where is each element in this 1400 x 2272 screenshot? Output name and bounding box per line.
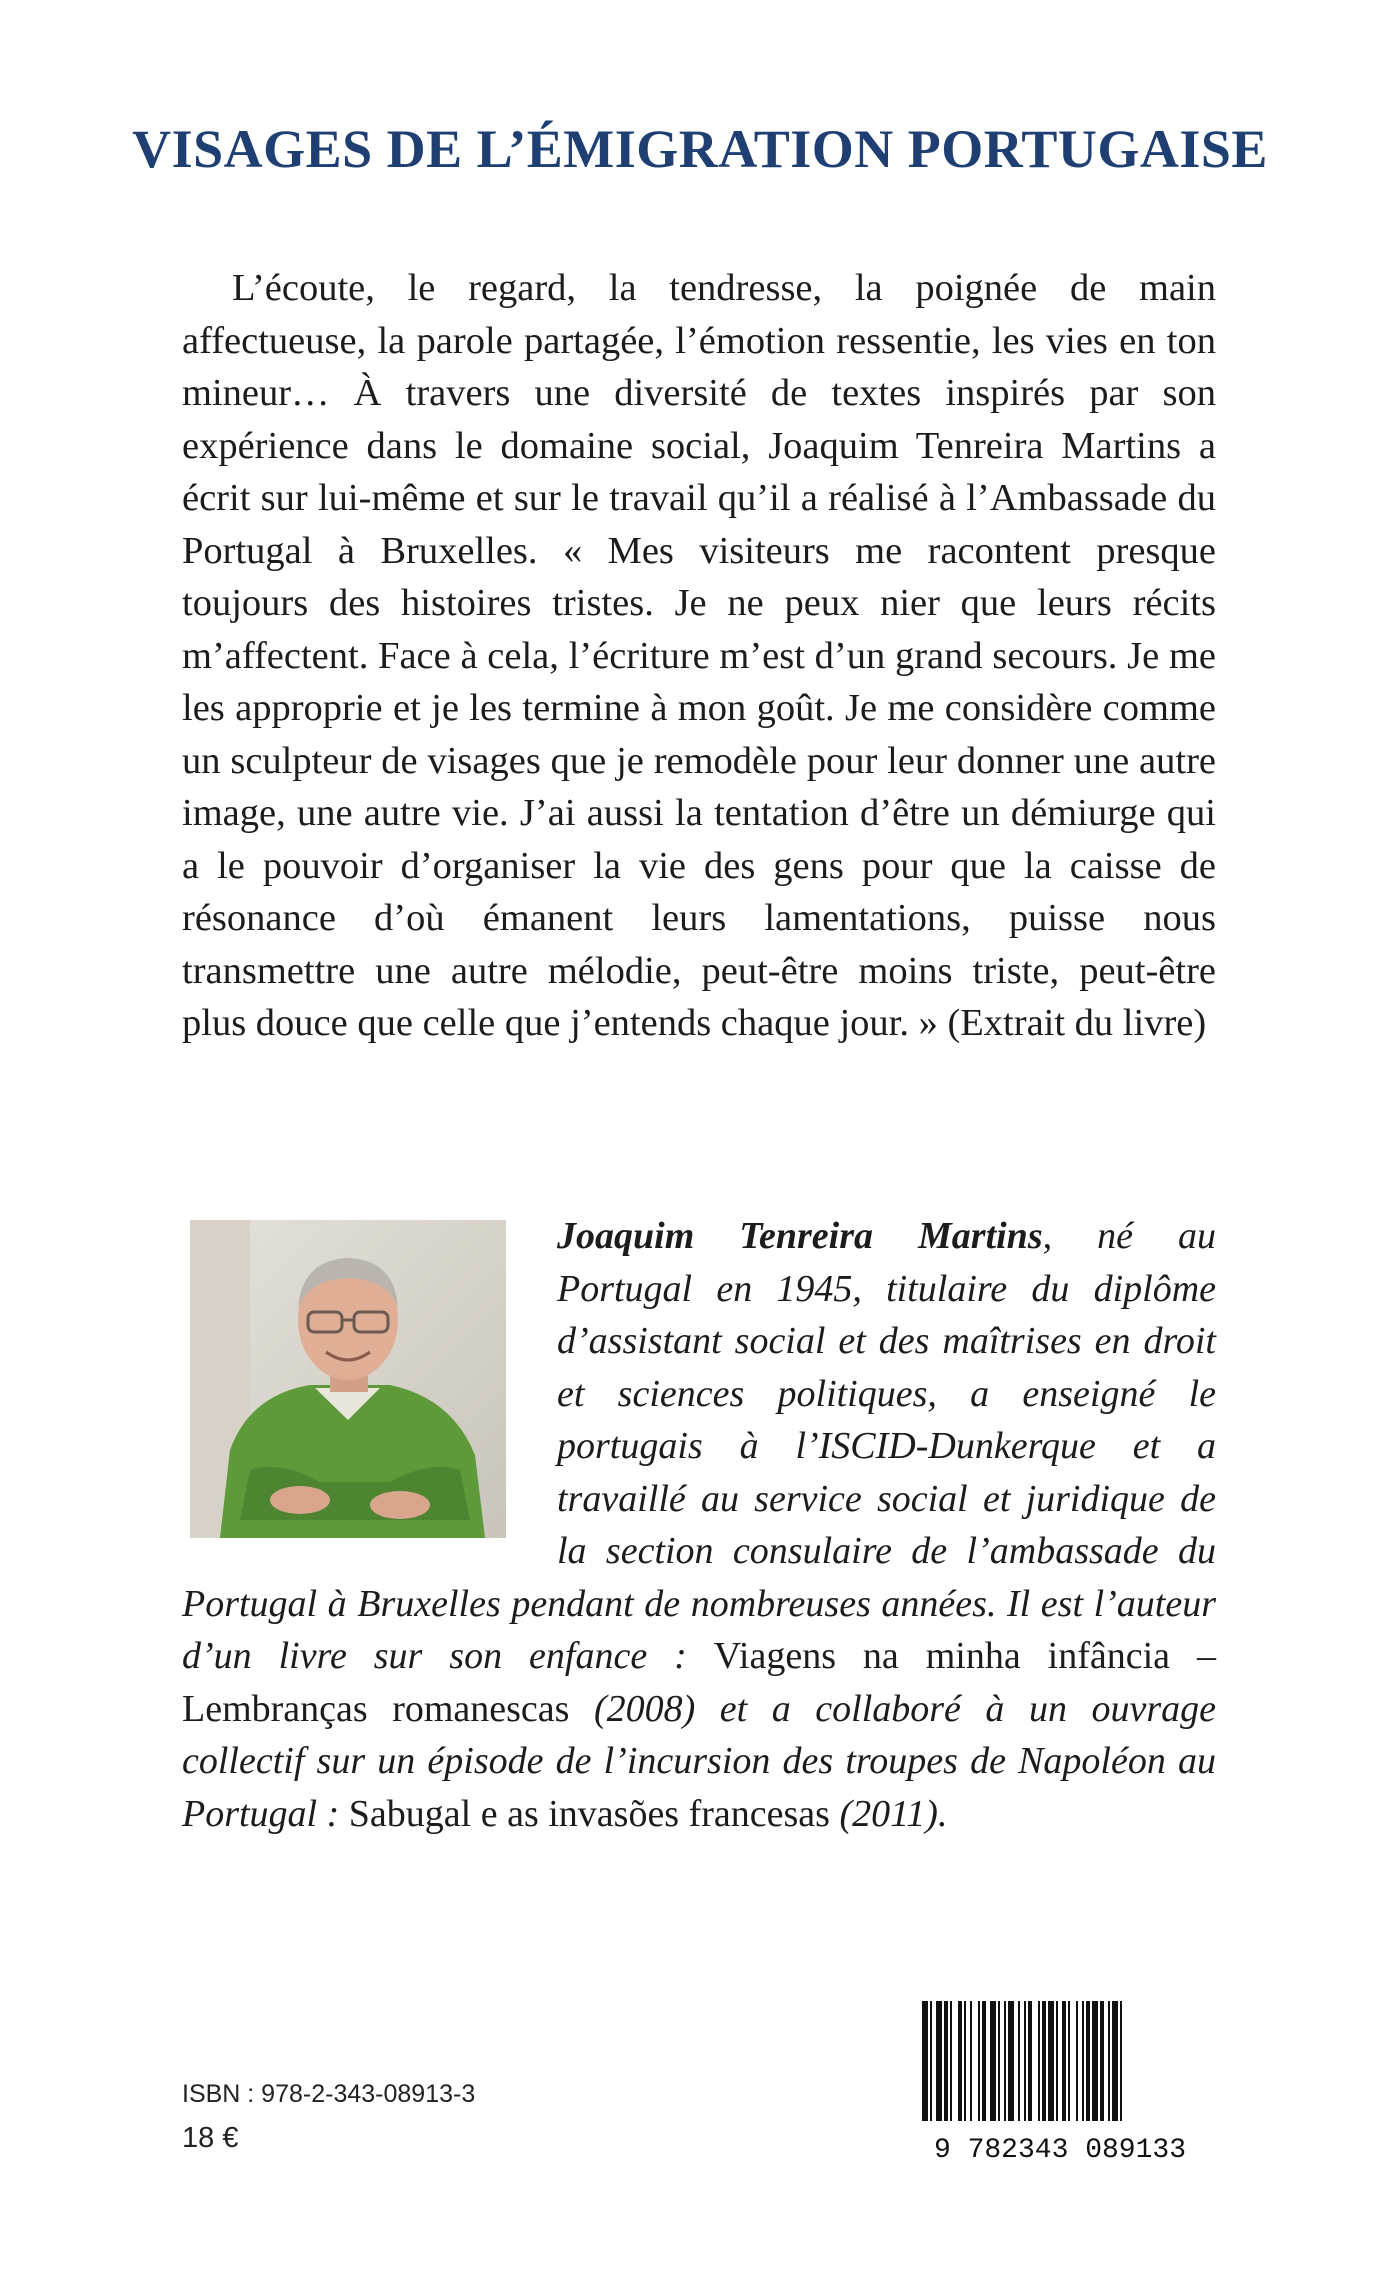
barcode-bar <box>1092 2001 1098 2121</box>
barcode-bar <box>950 2001 952 2121</box>
barcode-bar <box>1056 2001 1058 2121</box>
barcode-bar <box>1082 2001 1084 2121</box>
barcode-bar <box>1062 2001 1066 2121</box>
barcode-bar <box>970 2001 972 2121</box>
back-cover-blurb: L’écoute, le regard, la tendresse, la poignée de main affectueuse, la parole partagée, l’émotion ressentie, les vies en ton mineur… À travers une diversité de textes inspirés par son expérience dans le domaine social, Joaquim Tenreira Martins a écrit sur lui-même et sur le travail qu’il a réalisé à l’Ambassade du Portugal à Bruxelles. « Mes visiteurs me racontent presque toujours des histoires tristes. Je ne peux nier que leurs récits m’affectent. Face à cela, l’écriture m’est d’un grand secours. Je me les approprie et je les termine à mon goût. Je me considère comme un sculpteur de visages que je remodèle pour leur donner une autre image, une autre vie. J’ai aussi la tentation d’être un démiurge qui a le pouvoir d’organiser la vie des gens pour que la caisse de résonance d’où émanent leurs lamentations, puisse nous transmettre une autre mélodie, peut-être moins triste, peut-être plus douce que celle que j’entends chaque jour. » (Extrait du livre) <box>182 267 1216 1044</box>
author-name: Joaquim Tenreira Martins <box>557 1215 1043 1257</box>
bio-text-part-1: , né au Portugal en 1945, titulaire du diplôme d’assistant social et des maîtrises en droit et sciences politiques, a enseigné le portugais à l’ISCID-Dunkerque et a travaillé au service social et juridique de la section consulaire de l’ambassade du Portugal à Bruxelles pendant de nombreuses années. Il est l’auteur d’un livre sur son enfance : <box>182 1215 1216 1677</box>
bio-text-part-2: (2008) et a collaboré à un ouvrage collectif sur un épisode de l’incursion des troupes de Napoléon au Portugal : <box>182 1687 1216 1835</box>
barcode-bar <box>936 2001 942 2121</box>
barcode-bar <box>1028 2001 1032 2121</box>
barcode-bar <box>1048 2001 1054 2121</box>
barcode-bar <box>998 2001 1000 2121</box>
barcode-bar <box>1042 2001 1046 2121</box>
barcode-bar <box>978 2001 980 2121</box>
photo-wrap-spacer <box>182 1210 557 1570</box>
price: 18 € <box>182 2122 239 2154</box>
barcode-bar <box>1076 2001 1078 2121</box>
barcode-bar <box>1086 2001 1090 2121</box>
barcode-bar <box>1108 2001 1110 2121</box>
barcode-bar <box>958 2001 962 2121</box>
barcode-bar <box>1018 2001 1020 2121</box>
isbn: ISBN : 978-2-343-08913-3 <box>182 2080 476 2108</box>
barcode-bar <box>930 2001 932 2121</box>
barcode-bar <box>1008 2001 1014 2121</box>
barcode-bar <box>982 2001 986 2121</box>
book-title: VISAGES DE L’ÉMIGRATION PORTUGAISE <box>132 119 1268 179</box>
barcode <box>910 1995 1210 2165</box>
barcode-bar <box>922 2001 928 2121</box>
barcode-bar <box>1068 2001 1070 2121</box>
barcode-bar <box>1100 2001 1104 2121</box>
barcode-bar <box>1038 2001 1040 2121</box>
book-title-2: Sabugal e as invasões francesas <box>348 1792 830 1835</box>
barcode-digits: 9 782343 089133 <box>933 2135 1187 2165</box>
barcode-bar <box>1004 2001 1006 2121</box>
barcode-bar <box>1112 2001 1118 2121</box>
author-biography <box>182 1210 1216 1840</box>
barcode-bar <box>964 2001 966 2121</box>
barcode-bar <box>1120 2001 1122 2121</box>
barcode-bar <box>944 2001 948 2121</box>
barcode-bar <box>990 2001 996 2121</box>
bio-text-part-3: (2011). <box>829 1792 948 1835</box>
book-title-1: Viagens na minha infância – Lembranças romanescas <box>182 1635 1216 1730</box>
barcode-bar <box>1024 2001 1026 2121</box>
